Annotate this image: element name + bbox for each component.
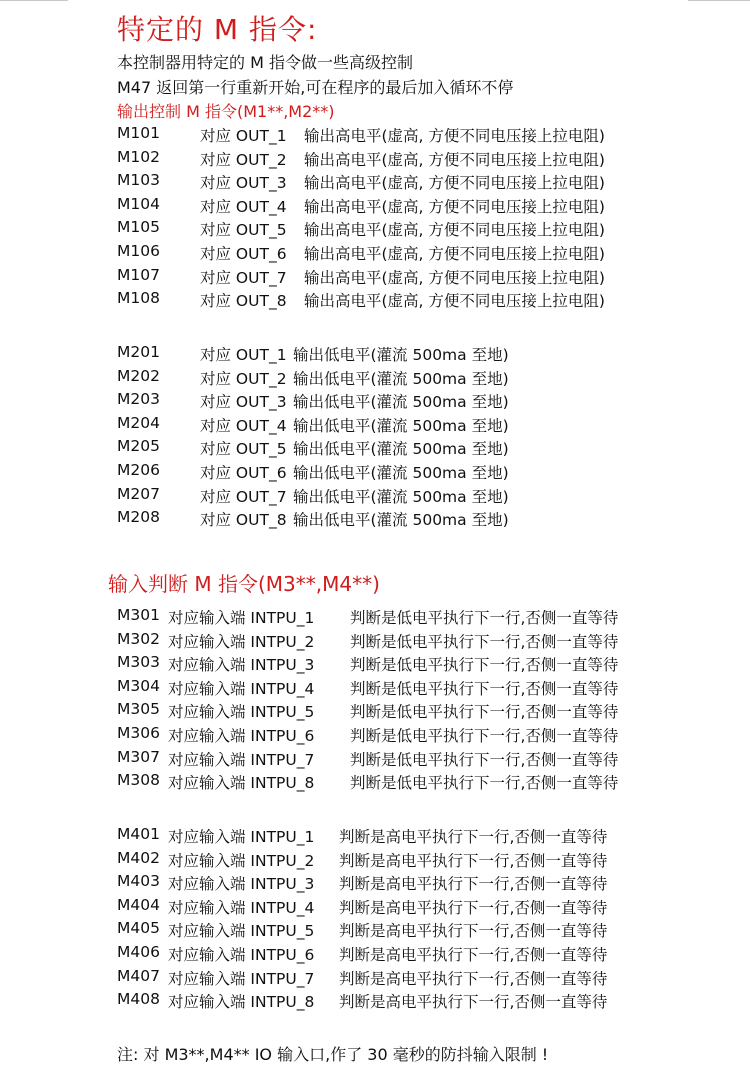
command-description: 判断是低电平执行下一行,否侧一直等待 — [350, 703, 619, 722]
command-description: 判断是高电平执行下一行,否侧一直等待 — [339, 945, 608, 964]
command-target: 对应输入端 INTPU_3 — [168, 875, 315, 894]
command-code: M208 — [117, 508, 160, 527]
command-description: 判断是高电平执行下一行,否侧一直等待 — [339, 875, 608, 894]
command-target: 对应 OUT_8 — [200, 511, 287, 530]
command-description: 输出低电平(灌流 500ma 至地) — [293, 487, 509, 506]
command-target: 对应输入端 INTPU_6 — [168, 945, 315, 964]
command-code: M308 — [117, 771, 160, 790]
command-target: 对应 OUT_4 — [200, 416, 287, 435]
command-target: 对应 OUT_2 — [200, 369, 287, 388]
command-code: M303 — [117, 653, 160, 672]
command-description: 判断是高电平执行下一行,否侧一直等待 — [339, 922, 608, 941]
command-code: M103 — [117, 171, 160, 190]
command-code: M104 — [117, 194, 160, 213]
command-code: M105 — [117, 218, 160, 237]
command-description: 判断是高电平执行下一行,否侧一直等待 — [339, 969, 608, 988]
command-description: 判断是低电平执行下一行,否侧一直等待 — [350, 774, 619, 793]
command-target: 对应输入端 INTPU_3 — [168, 656, 315, 675]
command-target: 对应 OUT_1 — [200, 346, 287, 364]
command-description: 判断是低电平执行下一行,否侧一直等待 — [350, 632, 619, 651]
command-target: 对应 OUT_7 — [200, 487, 287, 506]
command-description: 判断是低电平执行下一行,否侧一直等待 — [350, 679, 619, 698]
command-description: 输出低电平(灌流 500ma 至地) — [293, 511, 509, 530]
command-target: 对应输入端 INTPU_4 — [168, 898, 315, 917]
intro-line-2: M47 返回第一行重新开始,可在程序的最后加入循环不停 — [117, 78, 514, 97]
command-target: 对应 OUT_1 — [200, 127, 287, 145]
intro-line-1: 本控制器用特定的 M 指令做一些高级控制 — [117, 53, 413, 72]
command-description: 判断是低电平执行下一行,否侧一直等待 — [350, 750, 619, 769]
command-description: 输出高电平(虚高, 方便不同电压接上拉电阻) — [304, 244, 605, 263]
command-code: M307 — [117, 747, 160, 766]
command-description: 输出低电平(灌流 500ma 至地) — [293, 346, 509, 364]
top-right-edge-line — [688, 0, 750, 1]
command-code: M306 — [117, 723, 160, 742]
command-code: M304 — [117, 676, 160, 695]
top-left-edge-line — [0, 0, 68, 1]
command-target: 对应 OUT_5 — [200, 221, 287, 240]
command-target: 对应输入端 INTPU_5 — [168, 922, 315, 941]
command-description: 判断是低电平执行下一行,否侧一直等待 — [350, 656, 619, 675]
command-code: M202 — [117, 366, 160, 385]
command-target: 对应 OUT_7 — [200, 268, 287, 287]
command-code: M203 — [117, 390, 160, 409]
command-code: M108 — [117, 289, 160, 308]
command-code: M206 — [117, 460, 160, 479]
command-target: 对应 OUT_6 — [200, 463, 287, 482]
command-code: M302 — [117, 629, 160, 648]
command-target: 对应 OUT_3 — [200, 174, 287, 193]
command-code: M408 — [117, 990, 160, 1009]
command-target: 对应 OUT_4 — [200, 197, 287, 216]
command-description: 输出高电平(虚高, 方便不同电压接上拉电阻) — [304, 221, 605, 240]
command-code: M107 — [117, 265, 160, 284]
command-description: 输出高电平(虚高, 方便不同电压接上拉电阻) — [304, 127, 605, 145]
command-code: M305 — [117, 700, 160, 719]
command-code: M204 — [117, 413, 160, 432]
command-description: 输出低电平(灌流 500ma 至地) — [293, 369, 509, 388]
command-code: M101 — [117, 124, 160, 142]
command-target: 对应输入端 INTPU_1 — [168, 609, 315, 627]
command-code: M401 — [117, 825, 160, 843]
command-description: 输出高电平(虚高, 方便不同电压接上拉电阻) — [304, 174, 605, 193]
command-description: 输出低电平(灌流 500ma 至地) — [293, 463, 509, 482]
command-code: M201 — [117, 343, 160, 361]
command-target: 对应输入端 INTPU_8 — [168, 993, 315, 1012]
command-code: M403 — [117, 872, 160, 891]
command-description: 判断是高电平执行下一行,否侧一直等待 — [339, 828, 608, 846]
command-code: M301 — [117, 606, 160, 624]
command-target: 对应 OUT_5 — [200, 440, 287, 459]
command-target: 对应输入端 INTPU_1 — [168, 828, 315, 846]
command-target: 对应输入端 INTPU_8 — [168, 774, 315, 793]
command-target: 对应 OUT_2 — [200, 150, 287, 169]
command-target: 对应输入端 INTPU_7 — [168, 969, 315, 988]
command-target: 对应输入端 INTPU_2 — [168, 851, 315, 870]
command-target: 对应 OUT_8 — [200, 292, 287, 311]
command-code: M405 — [117, 919, 160, 938]
command-target: 对应 OUT_6 — [200, 244, 287, 263]
command-target: 对应输入端 INTPU_4 — [168, 679, 315, 698]
output-section-heading: 输出控制 M 指令(M1**,M2**) — [117, 102, 335, 121]
command-description: 判断是高电平执行下一行,否侧一直等待 — [339, 993, 608, 1012]
command-code: M404 — [117, 895, 160, 914]
command-description: 输出低电平(灌流 500ma 至地) — [293, 416, 509, 435]
command-code: M106 — [117, 241, 160, 260]
command-description: 输出高电平(虚高, 方便不同电压接上拉电阻) — [304, 197, 605, 216]
command-description: 输出高电平(虚高, 方便不同电压接上拉电阻) — [304, 292, 605, 311]
command-code: M402 — [117, 848, 160, 867]
command-description: 判断是低电平执行下一行,否侧一直等待 — [350, 726, 619, 745]
command-code: M205 — [117, 437, 160, 456]
footer-note: 注: 对 M3**,M4** IO 输入口,作了 30 毫秒的防抖输入限制 ! — [117, 1045, 549, 1064]
page-title: 特定的 M 指令: — [117, 13, 318, 46]
command-description: 输出低电平(灌流 500ma 至地) — [293, 440, 509, 459]
command-description: 输出高电平(虚高, 方便不同电压接上拉电阻) — [304, 150, 605, 169]
command-code: M406 — [117, 942, 160, 961]
command-code: M102 — [117, 147, 160, 166]
command-description: 输出高电平(虚高, 方便不同电压接上拉电阻) — [304, 268, 605, 287]
command-code: M407 — [117, 966, 160, 985]
command-description: 判断是高电平执行下一行,否侧一直等待 — [339, 851, 608, 870]
command-target: 对应输入端 INTPU_2 — [168, 632, 315, 651]
command-code: M207 — [117, 484, 160, 503]
command-description: 判断是高电平执行下一行,否侧一直等待 — [339, 898, 608, 917]
command-target: 对应输入端 INTPU_7 — [168, 750, 315, 769]
command-target: 对应输入端 INTPU_5 — [168, 703, 315, 722]
command-target: 对应 OUT_3 — [200, 393, 287, 412]
command-description: 输出低电平(灌流 500ma 至地) — [293, 393, 509, 412]
command-description: 判断是低电平执行下一行,否侧一直等待 — [350, 609, 619, 627]
input-section-heading: 输入判断 M 指令(M3**,M4**) — [108, 572, 380, 596]
command-target: 对应输入端 INTPU_6 — [168, 726, 315, 745]
